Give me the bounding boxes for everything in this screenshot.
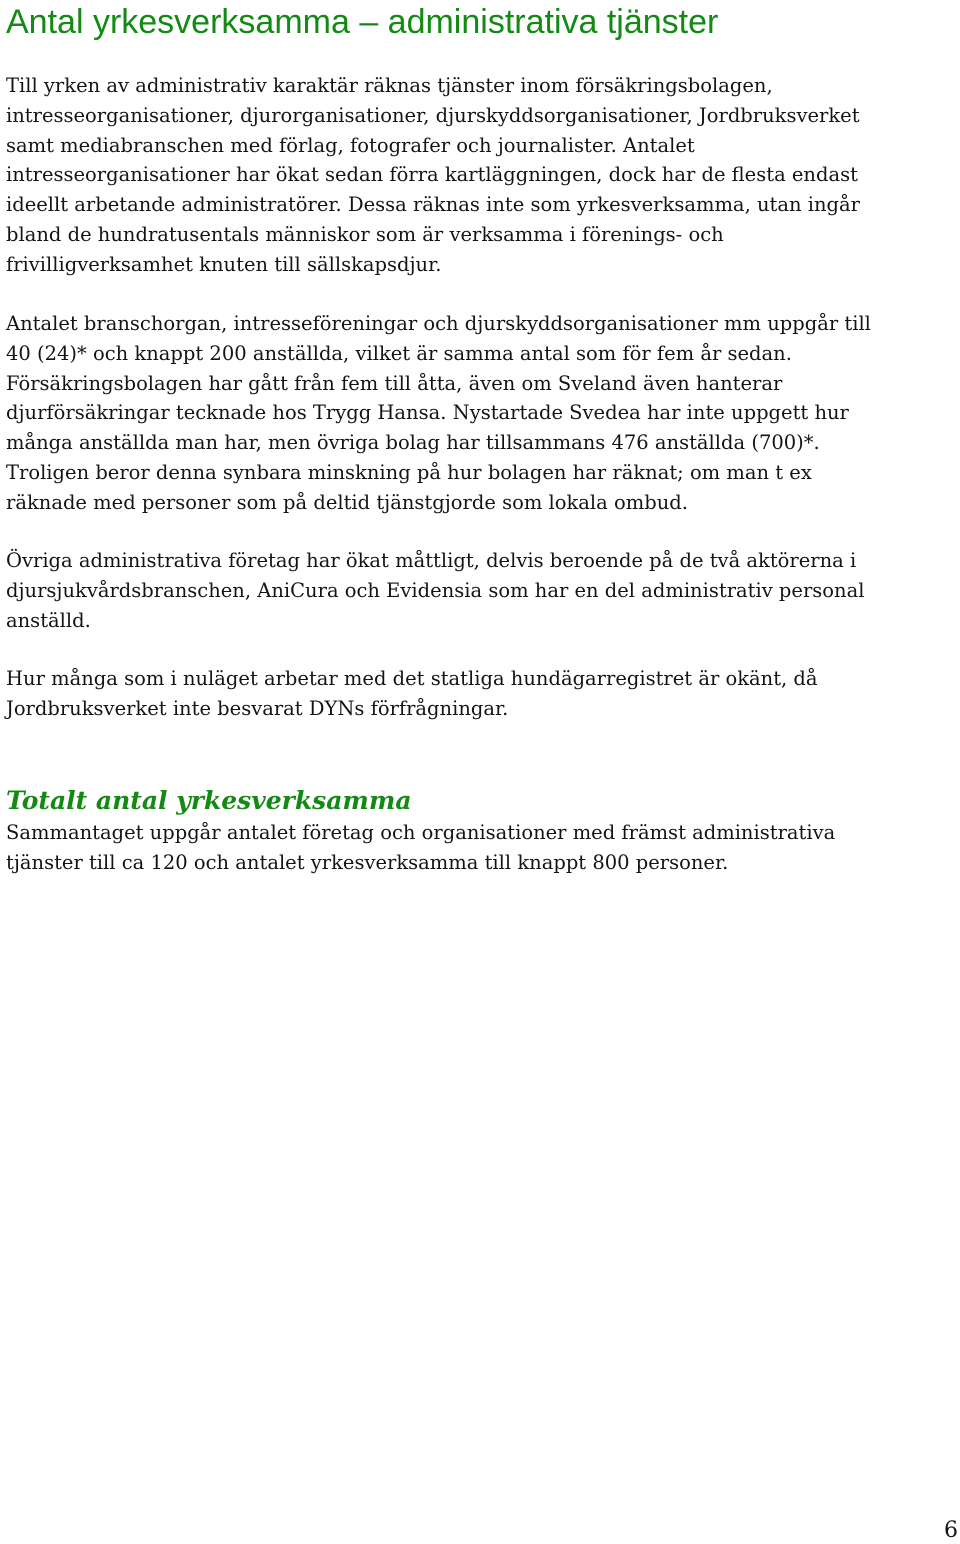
paragraph-line: Hur många som i nuläget arbetar med det statliga hundägarregistret är okänt, då [6,667,818,690]
paragraph-dog-register [6,664,954,724]
paragraph-line: frivilligverksamhet knuten till sällskapsdjur. [6,252,442,276]
section-heading-total: Totalt antal yrkesverksamma [6,786,412,815]
paragraph-line: Antalet branschorgan, intresseföreningar och djurskyddsorganisationer mm uppgår till [6,312,871,335]
paragraph-line: intresseorganisationer, djurorganisationer, djurskyddsorganisationer, Jordbruksverket [6,103,860,127]
paragraph-line: många anställda man har, men övriga bolag har tillsammans 476 anställda (700)*. [6,431,820,455]
paragraph-line: ideellt arbetande administratörer. Dessa räknas inte som yrkesverksamma, utan ingår [6,193,860,217]
paragraph-line: Sammantaget uppgår antalet företag och organisationer med främst administrativa [6,821,836,844]
page-number: 6 [944,1518,958,1543]
paragraph-line: djursjukvårdsbranschen, AniCura och Evidensia som har en del administrativ personal [6,578,865,602]
paragraph-other-companies [6,546,954,635]
paragraph-line: 40 (24)* och knappt 200 anställda, vilket är samma antal som för fem år sedan. [6,341,792,365]
paragraph-line: räknade med personer som på deltid tjänstgjorde som lokala ombud. [6,490,688,514]
paragraph-line: Försäkringsbolagen har gått från fem till åtta, även om Sveland även hanterar [6,371,783,395]
paragraph-line: Troligen beror denna synbara minskning på hur bolagen har räknat; om man t ex [6,460,812,484]
paragraph-line: bland de hundratusentals människor som är verksamma i förenings- och [6,222,724,246]
page-title: Antal yrkesverksamma – administrativa tjänster [6,3,719,41]
paragraph-line: anställd. [6,608,91,632]
paragraph-summary [6,818,954,878]
paragraph-line: Jordbruksverket inte besvarat DYNs förfrågningar. [6,696,509,720]
paragraph-line: Till yrken av administrativ karaktär räknas tjänster inom försäkringsbolagen, [6,74,773,97]
paragraph-line: djurförsäkringar tecknade hos Trygg Hansa. Nystartade Svedea har inte uppgett hur [6,401,849,425]
paragraph-line: tjänster till ca 120 och antalet yrkesverksamma till knappt 800 personer. [6,850,729,874]
paragraph-administrative-professions [6,71,954,280]
paragraph-industry-bodies [6,309,954,518]
paragraph-line: intresseorganisationer har ökat sedan förra kartläggningen, dock har de flesta endast [6,163,858,187]
paragraph-line: Övriga administrativa företag har ökat måttligt, delvis beroende på de två aktörerna i [6,549,857,572]
paragraph-line: samt mediabranschen med förlag, fotografer och journalister. Antalet [6,133,695,157]
